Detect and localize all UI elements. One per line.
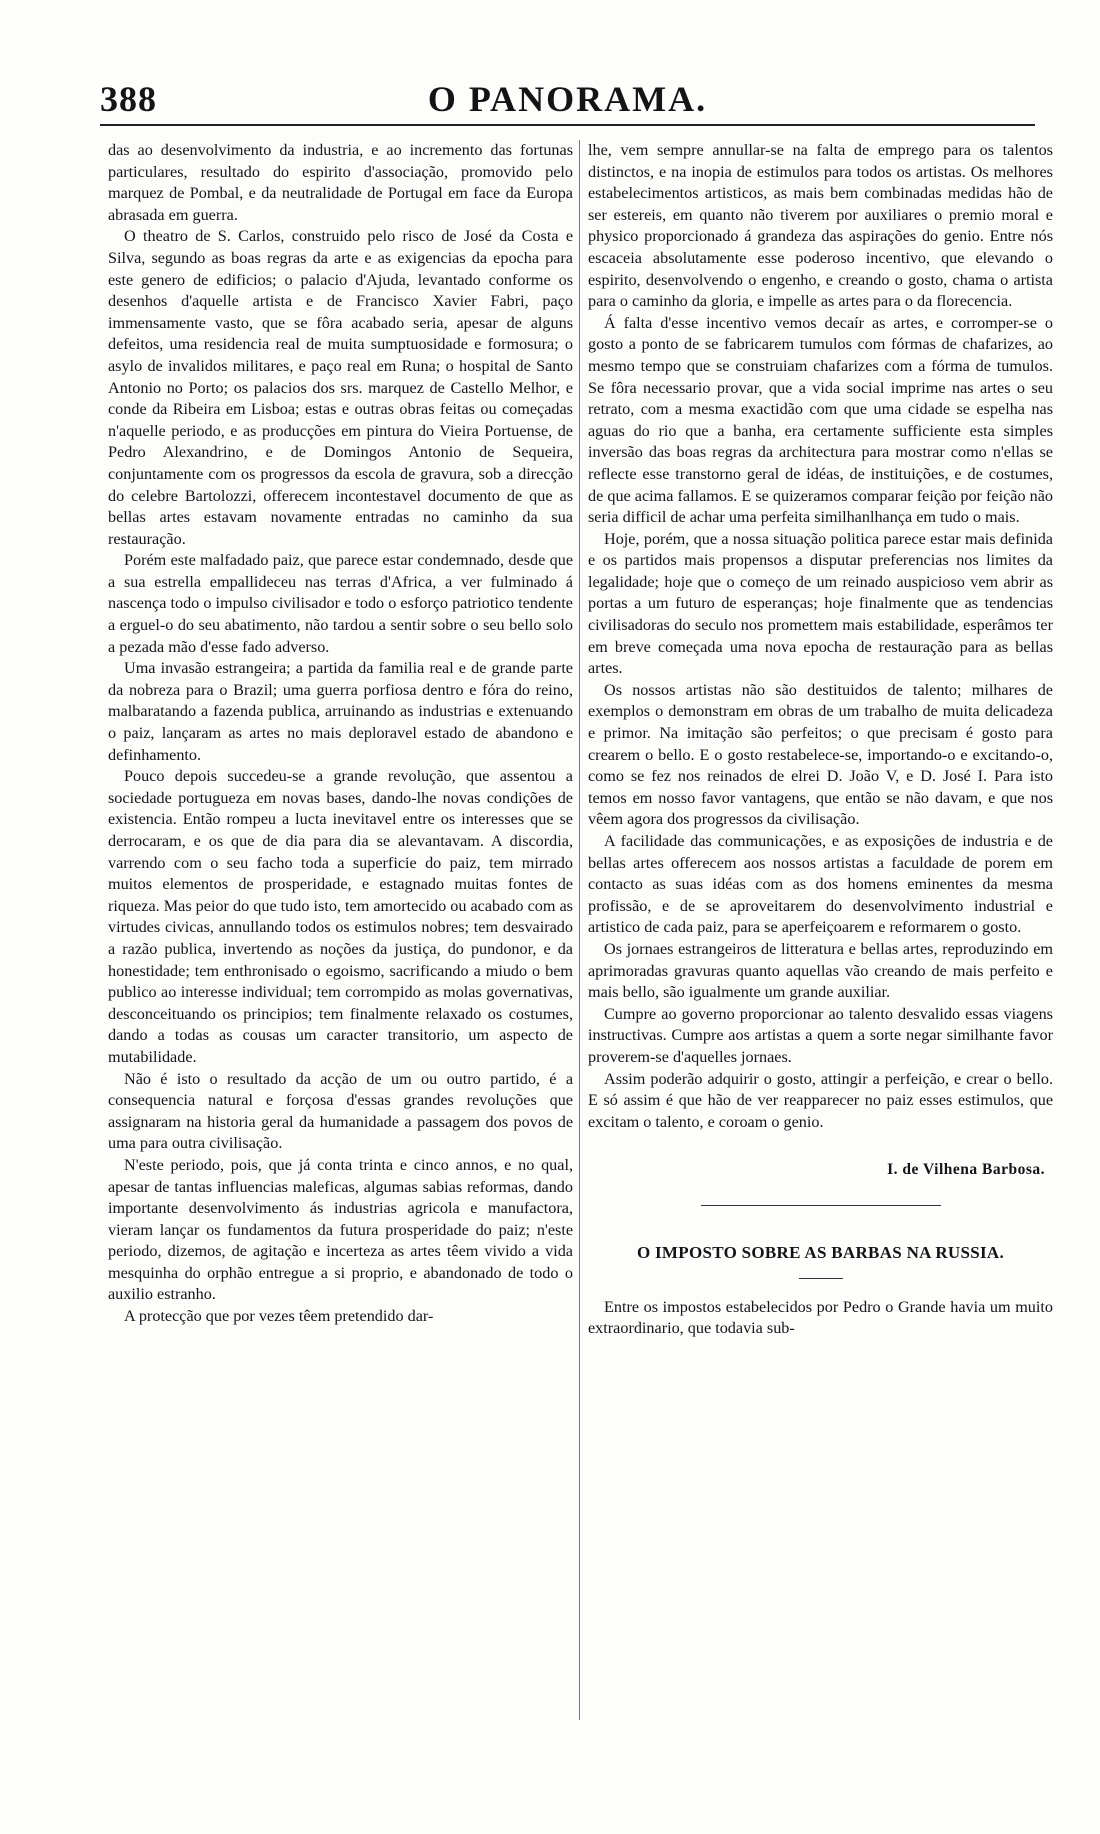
page-number: 388 — [100, 79, 157, 119]
paragraph: Os jornaes estrangeiros de litteratura e bellas artes, reproduzindo em aprimoradas gravuras quanto aquellas vão creando de mais perfeito e mais bello, são igualmente um grande auxiliar. — [588, 939, 1053, 1002]
paragraph: A facilidade das communicações, e as exposições de industria e de bellas artes offerecem aos nossos artistas a faculdade de porem em contacto as suas idéas com as dos homens eminentes da mesma profissão, e de se aproveitarem do desenvolvimento industrial e artistico de cada paiz, para se aperfeiçoarem e reformarem o gosto. — [588, 832, 1053, 937]
paragraph: Os nossos artistas não são destituidos de talento; milhares de exemplos o demonstram em obras de um trabalho de muita delicadeza e primor. Na imitação são perfeitos; o que precisam é gosto para crearem o bello. E o gosto restabelece-se, importando-o e excitando-o, como se fez nos reinados de elrei D. João V, e D. José I. Para isto temos em nosso favor vantagens, que então se não davam, e que nos vêem agora dos progressos da civilisação. — [588, 680, 1053, 829]
header-rule — [100, 124, 1035, 126]
paragraph: Porém este malfadado paiz, que parece estar condemnado, desde que a sua estrella empallideceu nas terras d'Africa, a ver fulminado á nascença todo o impulso civilisador e todo o esforço patriotico tendente a erguel-o do seu abatimento, não tardou a sentir sobre o seu bello solo a pezada mão d'esse fado adverso. — [108, 551, 573, 656]
column-divider — [579, 140, 580, 1720]
paragraph: Hoje, porém, que a nossa situação politica parece estar mais definida e os partidos mais propensos a disputar preferencias nos limites da legalidade; hoje que o começo de um reinado auspicioso vem abrir as portas a um futuro de esperanças; hoje finalmente que as tendencias civilisadoras do seculo nos promettem mais estabilidade, esperâmos ter em breve começada uma nova epocha de restauração para as bellas artes. — [588, 529, 1053, 678]
paragraph: O theatro de S. Carlos, construido pelo risco de José da Costa e Silva, segundo as boas regras da arte e as exigencias da epocha para este genero de edificios; o palacio d'Ajuda, levantado conforme os desenhos d'aquelle artista e de Francisco Xavier Fabri, paço immensamente vasto, que se fôra acabado seria, apesar de alguns defeitos, uma residencia real de muita sumptuosidade e formosura; o asylo de invalidos militares, e paço real em Runa; o hospital de Santo Antonio no Porto; os palacios dos srs. marquez de Castello Melhor, e conde da Ribeira em Lisboa; estas e outras obras feitas ou começadas n'aquelle periodo, e as producções em pintura do Vieira Portuense, de Pedro Alexandrino, e de Domingos Antonio de Sequeira, conjuntamente com os progressos da escola de gravura, sob a direcção do celebre Bartolozzi, offerecem incontestavel documento de que as bellas artes estavam novamente entradas no caminho da sua restauração. — [108, 227, 573, 548]
right-column — [588, 140, 1053, 1800]
paragraph: Entre os impostos estabelecidos por Pedro o Grande havia um muito extraordinario, que todavia sub- — [588, 1297, 1053, 1338]
paragraph: Á falta d'esse incentivo vemos decaír as artes, e corromper-se o gosto a ponto de se fabricarem tumulos com fórmas de chafarizes, ao mesmo tempo que se construiam chafarizes com a fórma de tumulos. Se fôra necessario provar, que a vida social imprime nas artes o seu retrato, com a mesma exactidão com que uma cidade se espelha nas aguas do rio que a banha, era certamente sufficiente esta simples inversão das boas regras da architectura para mostrar como n'ellas se reflecte esse transtorno geral de idéas, de instituições, e de costumes, de que acima fallamos. E se quizeramos comparar feição por feição não seria difficil de achar uma perfeita similhanlhança em tudo o mais. — [588, 313, 1053, 527]
journal-title: O PANORAMA. — [427, 79, 708, 119]
paragraph: Uma invasão estrangeira; a partida da familia real e de grande parte da nobreza para o Brazil; uma guerra porfiosa dentro e fóra do reino, malbaratando a fazenda publica, arruinando as industrias e extenuando o paiz, lançaram as artes no mais deploravel estado de abandono e definhamento. — [108, 659, 573, 764]
author-signature: I. de Vilhena Barbosa. — [887, 1161, 1045, 1179]
page-header — [100, 78, 1035, 124]
paragraph: A protecção que por vezes têem pretendido dar- — [124, 1307, 434, 1326]
article-title-rule — [799, 1278, 843, 1279]
paragraph: lhe, vem sempre annullar-se na falta de emprego para os talentos distinctos, e na inopia de estimulos para todos os artistas. Os melhores estabelecimentos artisticos, as mais bem combinadas medidas hão de ser estereis, em quanto não tiverem por auxiliares o premio moral e physico proporcionado á grandeza das aspirações do genio. Entre nós escaceia absolutamente esse poderoso incentivo, que elevando o espirito, desenvolvendo o engenho, e creando o gosto, chama o artista para o caminho da gloria, e impelle as artes para o da florecencia. — [588, 141, 1053, 311]
paragraph: das ao desenvolvimento da industria, e ao incremento das fortunas particulares, resultado do espirito d'associação, promovido pelo marquez de Pombal, e da neutralidade de Portugal em face da Europa abrasada em guerra. — [108, 141, 573, 224]
paragraph: Cumpre ao governo proporcionar ao talento desvalido essas viagens instructivas. Cumpre aos artistas a quem a sorte negar similhante favor proverem-se d'aquelles jornaes. — [588, 1004, 1053, 1066]
left-column — [108, 140, 573, 1800]
paragraph: N'este periodo, pois, que já conta trinta e cinco annos, e no qual, apesar de tantas influencias maleficas, algumas sabias reformas, dando importante desenvolvimento ás industrias agricola e manufactora, vieram lançar os fundamentos da futura prosperidade do paiz; n'este periodo, dizemos, de agitação e incerteza as artes têem vivido a vida mesquinha do orphão entregue a si proprio, e abandonado de todo o auxilio estranho. — [108, 1155, 573, 1304]
signature-rule — [701, 1205, 941, 1206]
paragraph: Não é isto o resultado da acção de um ou outro partido, é a consequencia natural e forçosa d'essas grandes revoluções que assignaram na historia geral da humanidade a passagem dos povos de uma para outra civilisação. — [108, 1069, 573, 1153]
article-title: O IMPOSTO SOBRE AS BARBAS NA RUSSIA. — [636, 1242, 1005, 1262]
paragraph: Assim poderão adquirir o gosto, attingir a perfeição, e crear o bello. E só assim é que hão de ver reapparecer no paiz esses estimulos, que excitam o talento, e coroam o genio. — [588, 1069, 1053, 1131]
paragraph: Pouco depois succedeu-se a grande revolução, que assentou a sociedade portugueza em novas bases, dando-lhe novas condições de existencia. Então rompeu a lucta inevitavel entre os interesses que se derrocaram, e os que de dia para dia se alevantavam. A discordia, varrendo com o seu facho toda a superficie do paiz, tem mirrado muitos elementos de prosperidade, e estagnado muitas fontes de riqueza. Mas peior do que tudo isto, tem amortecido ou acabado com as virtudes civicas, annullando todos os estimulos nobres; tem desvairado a razão publica, invertendo as noções da justiça, do pundonor, e da honestidade; tem enthronisado o egoismo, sacrificando a miudo o bem publico ao interesse individual; tem corrompido as molas governativas, desconceituando os principios; tem finalmente relaxado os costumes, dando a todas as cousas um caracter transitorio, um aspecto de mutabilidade. — [108, 767, 573, 1066]
